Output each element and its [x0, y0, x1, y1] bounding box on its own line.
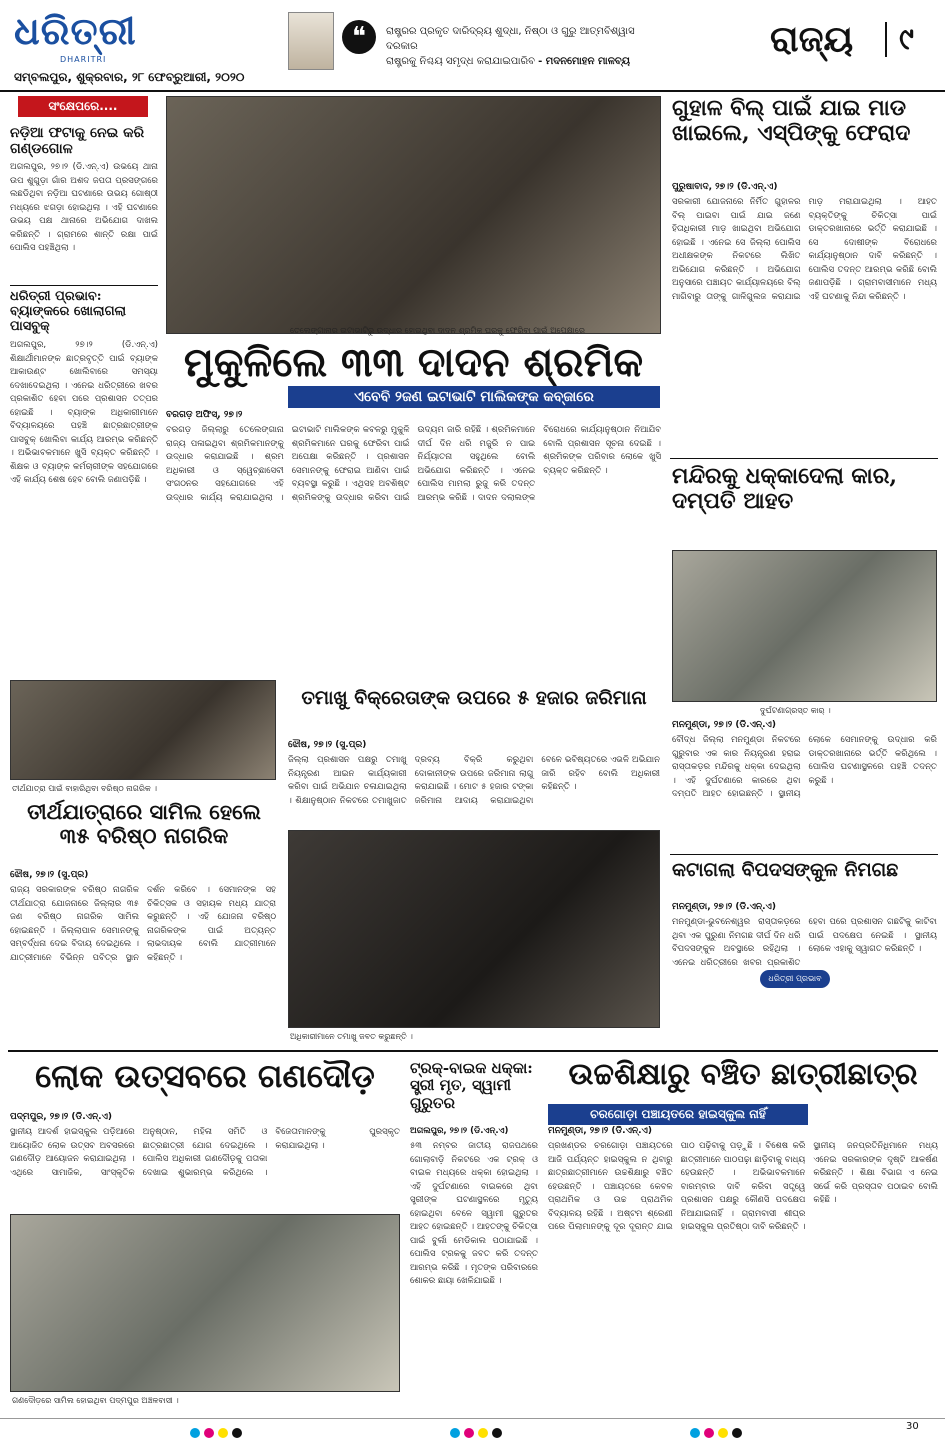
yellow-dot	[218, 1428, 228, 1438]
pilgrim-dateline: ଝୌଷ, ୨୭।୨ (ସୁ.ପ୍ର)	[10, 870, 89, 880]
run-headline: ଲୋକ ଉତ୍ସବରେ ଗଣଦୌଡ଼	[35, 1057, 375, 1095]
pilgrim-body: ରାଜ୍ୟ ସରକାରଙ୍କ ବରିଷ୍ଠ ନାଗରିକ ତୀର୍ଥଯାତ୍ରା ଯୋଜନାରେ ଜିଲ୍ଲାର ୩୫ ଜଣ ବରିଷ୍ଠ ନାଗରିକ ସାମିଲ ହୋଇଛନ୍ତି । ଜିଲ୍ଲାପାଳ ସେମାନଙ୍କୁ ସମ୍ବର୍ଦ୍ଧନା ଦେଇ ବିଦାୟ ଦେଇଥିଲେ । ଯାତ୍ରୀମାନେ ବିଭିନ୍ନ ପବିତ୍ର ସ୍ଥାନ ଦର୍ଶନ କରିବେ । ସେମାନଙ୍କ ସହ ଚିକିତ୍ସକ ଓ ସହାୟକ ମଧ୍ୟ ଯାତ୍ରା କରୁଛନ୍ତି । ଏହି ଯୋଜନା ବରିଷ୍ଠ ନାଗରିକଙ୍କ ପାଇଁ ଅତ୍ୟନ୍ତ ଲାଭଦାୟକ ବୋଲି ଯାତ୍ରୀମାନେ କହିଛନ୍ତି ।	[10, 885, 276, 963]
run-photo-caption: ଗଣଦୌଡ଼ରେ ସାମିଲ ହୋଇଥିବା ପଦ୍ମପୁର ଅଞ୍ଚଳବାସୀ ।	[12, 1396, 179, 1405]
lead-body: ବରଗଡ଼ ଜିଲ୍ଲାରୁ ତେଲେଙ୍ଗାନା ରାଜ୍ୟ ପଳାଇଥିବା ଶ୍ରମିକମାନଙ୍କୁ ଉଦ୍ଧାର କରାଯାଇଛି । ଶ୍ରମ ଅଧିକାରୀ ଓ ସ୍ୱେଚ୍ଛାସେବୀ ସଂଗଠନର ସହଯୋଗରେ ଏହି ଉଦ୍ଧାର କାର୍ଯ୍ୟ କରାଯାଇଥିଲା । ଇଟାଭାଟି ମାଲିକଙ୍କ କବଳରୁ ମୁକୁଳି ଶ୍ରମିକମାନେ ଘରକୁ ଫେରିବା ପାଇଁ ଅପେକ୍ଷା କରିଛନ୍ତି । ପ୍ରଶାସନ ସେମାନଙ୍କୁ ଫେରାଇ ଆଣିବା ପାଇଁ ବ୍ୟବସ୍ଥା କରୁଛି । ଏଥିସହ ଅବଶିଷ୍ଟ ଶ୍ରମିକଙ୍କୁ ଉଦ୍ଧାର କରିବା ପାଇଁ ଉଦ୍ୟମ ଜାରି ରହିଛି । ଶ୍ରମିକମାନେ ଦୀର୍ଘ ଦିନ ଧରି ମଜୁରି ନ ପାଇ ନିର୍ଯ୍ୟାତନା ସହୁଥିଲେ ବୋଲି ଅଭିଯୋଗ କରିଛନ୍ତି । ଏନେଇ ପୋଲିସ ମାମଲା ରୁଜୁ କରି ତଦନ୍ତ ଆରମ୍ଭ କରିଛି । ଦାଦନ ଦଲାଲଙ୍କ ବିରୋଧରେ କାର୍ଯ୍ୟାନୁଷ୍ଠାନ ନିଆଯିବ ବୋଲି ପ୍ରଶାସନ ସୂଚନା ଦେଇଛି । ଶ୍ରମିକଙ୍କ ପରିବାର ଲୋକେ ଖୁସି ବ୍ୟକ୍ତ କରିଛନ୍ତି ।	[166, 425, 661, 503]
edu-dateline: ମନମୁଣ୍ଡା, ୨୭।୨ (ଡି.ଏନ୍.ଏ)	[548, 1126, 652, 1136]
temple-story-body: ବୌଦ୍ଧ ଜିଲ୍ଲା ମନମୁଣ୍ଡା ନିକଟରେ ଗୁରୁବାର ଏକ କାର ନିୟନ୍ତ୍ରଣ ହରାଇ ରାସ୍ତାକଡ଼ର ମନ୍ଦିରକୁ ଧକ୍କା ଦେଇଥିଲା । ଏହି ଦୁର୍ଘଟଣାରେ କାରରେ ଥିବା ଦମ୍ପତି ଆହତ ହୋଇଛନ୍ତି । ସ୍ଥାନୀୟ ଲୋକେ ସେମାନଙ୍କୁ ଉଦ୍ଧାର କରି ଡାକ୍ତରଖାନାରେ ଭର୍ତ୍ତି କରିଥିଲେ । ପୋଲିସ ଘଟଣାସ୍ଥଳରେ ପହଞ୍ଚି ତଦନ୍ତ କରୁଛି ।	[672, 735, 937, 799]
brief-headline-2: ଧରିତ୍ରୀ ପ୍ରଭାବ: ବ୍ୟାଙ୍କରେ ଖୋଲାଗଲା ପାସବୁକ୍	[10, 289, 127, 335]
newspaper-logo: ଧରିତ୍ରୀ	[14, 8, 137, 53]
edition-dateline: ସମ୍ବଲପୁର, ଶୁକ୍ରବାର, ୨୮ ଫେବ୍ରୁଆରୀ, ୨୦୨୦	[14, 70, 245, 84]
sp-story-dateline: ପୁରୁଷାବାଦ, ୨୭।୨ (ଡି.ଏନ୍.ଏ)	[672, 182, 778, 192]
run-dateline: ପଦ୍ମପୁର, ୨୭।୨ (ଡି.ଏନ୍.ଏ)	[10, 1112, 113, 1122]
section-title: ରାଜ୍ୟ	[770, 18, 854, 60]
tobacco-body: ଜିଲ୍ଲା ପ୍ରଶାସନ ପକ୍ଷରୁ ତମାଖୁ ନିୟନ୍ତ୍ରଣ ଆଇନ କାର୍ଯ୍ୟକାରୀ କରିବା ପାଇଁ ଅଭିଯାନ ଚଳାଯାଇଥିଲା । ଶିକ୍ଷାନୁଷ୍ଠାନ ନିକଟରେ ତମାଖୁଜାତ ଦ୍ରବ୍ୟ ବିକ୍ରି କରୁଥିବା ଦୋକାନୀଙ୍କ ଉପରେ ଜରିମାନା ଲାଗୁ କରାଯାଇଛି । ମୋଟ ୫ ହଜାର ଟଙ୍କା ଜରିମାନା ଆଦାୟ କରାଯାଇଥିବା ବେଳେ ଭବିଷ୍ୟତରେ ଏଭଳି ଅଭିଯାନ ଜାରି ରହିବ ବୋଲି ଅଧିକାରୀ କହିଛନ୍ତି ।	[288, 755, 660, 806]
masthead-quote: ରାଷ୍ଟ୍ରର ପ୍ରକୃତ ଦାରିଦ୍ର୍ୟ ଶୁଦ୍ଧା, ନିଷ୍ଠା ଓ ଗୁରୁ ଆତ୍ମବିଶ୍ୱାସ ଦରକାର ରାଷ୍ଟ୍ରକୁ ନିଶ୍ଚୟ ସମୃଦ୍ଧ କରାଯାଇପାରିବ - ମଦନମୋହନ ମାଳବ୍ୟ	[386, 26, 635, 67]
tobacco-headline: ତମାଖୁ ବିକ୍ରେତାଙ୍କ ଉପରେ ୫ ହଜାର ଜରିମାନା	[301, 687, 647, 709]
truck-dateline: ଅଗଲପୁର, ୨୭।୨ (ଡି.ଏନ୍.ଏ)	[410, 1126, 509, 1136]
tobacco-photo-caption: ଅଧିକାରୀମାନେ ତମାଖୁ ଜବତ କରୁଛନ୍ତି ।	[290, 1032, 413, 1041]
tree-body: ମନମୁଣ୍ଡା-ଭୁବନେଶ୍ୱର ରାସ୍ତାକଡ଼ରେ ଥିବା ଏକ ପୁରୁଣା ନିମଗଛ ଦୀର୍ଘ ଦିନ ଧରି ବିପଦସଙ୍କୁଳ ଅବସ୍ଥାରେ ରହିଥିଲା । ଏନେଇ ଧରିତ୍ରୀରେ ଖବର ପ୍ରକାଶିତ ହେବା ପରେ ପ୍ରଶାସନ ଗଛଟିକୁ କାଟିବା ପାଇଁ ପଦକ୍ଷେପ ନେଇଛି । ସ୍ଥାନୀୟ ଲୋକେ ଏହାକୁ ସ୍ୱାଗତ କରିଛନ୍ତି ।	[672, 917, 937, 968]
edu-headline: ଉଚ୍ଚଶିକ୍ଷାରୁ ବଞ୍ଚିତ ଛାତ୍ରୀଛାତ୍ର	[568, 1057, 918, 1092]
lead-dateline: ବରଗଡ଼ ଅଫିସ୍, ୨୭।୨	[166, 410, 243, 420]
tree-dateline: ମନମୁଣ୍ଡା, ୨୭।୨ (ଡି.ଏନ୍.ଏ)	[672, 902, 776, 912]
page-footer	[0, 1418, 945, 1438]
temple-story-headline: ମନ୍ଦିରକୁ ଧକ୍କାଦେଲା କାର, ଦମ୍ପତି ଆହତ	[672, 463, 898, 515]
temple-photo-caption: ଦୁର୍ଘଟଣାଗ୍ରସ୍ତ କାର୍ ।	[760, 706, 831, 715]
registration-dots	[190, 1423, 246, 1438]
tree-headline: କଟାଗଲା ବିପଦସଙ୍କୁଳ ନିମଗଛ	[672, 859, 899, 881]
temple-photo	[672, 550, 937, 702]
magenta-dot	[204, 1428, 214, 1438]
brief-label: ସଂକ୍ଷେପରେ....	[18, 96, 148, 117]
lead-photo	[166, 96, 661, 334]
brief-column	[10, 96, 158, 656]
truck-body: ୫୩ ନମ୍ବର ଜାତୀୟ ରାଜପଥରେ ଗୋଲାବାଡ଼ି ନିକଟରେ ଏକ ଟ୍ରକ୍ ଓ ବାଇକ ମଧ୍ୟରେ ଧକ୍କା ହୋଇଥିଲା । ଏହି ଦୁର୍ଘଟଣାରେ ବାଇକରେ ଥିବା ସ୍ତ୍ରୀଙ୍କ ଘଟଣାସ୍ଥଳରେ ମୃତ୍ୟୁ ହୋଇଥିବା ବେଳେ ସ୍ୱାମୀ ଗୁରୁତର ଆହତ ହୋଇଛନ୍ତି । ଆହତଙ୍କୁ ଚିକିତ୍ସା ପାଇଁ ବୁର୍ଲା ମେଡିକାଲ ପଠାଯାଇଛି । ପୋଲିସ ଟ୍ରକକୁ ଜବତ କରି ତଦନ୍ତ ଆରମ୍ଭ କରିଛି । ମୃତଙ୍କ ପରିବାରରେ ଶୋକର ଛାୟା ଖେଳିଯାଇଛି ।	[410, 1141, 538, 1286]
edu-body: ପ୍ରଖଣ୍ଡର ଚରଗୋଡ଼ା ପଞ୍ଚାୟତରେ ଆଜି ପର୍ଯ୍ୟନ୍ତ ହାଇସ୍କୁଲ ନ ଥିବାରୁ ଛାତ୍ରଛାତ୍ରୀମାନେ ଉଚ୍ଚଶିକ୍ଷାରୁ ବଞ୍ଚିତ ହେଉଛନ୍ତି । ପଞ୍ଚାୟତରେ କେବଳ ପ୍ରାଥମିକ ଓ ଉଚ୍ଚ ପ୍ରାଥମିକ ବିଦ୍ୟାଳୟ ରହିଛି । ଅଷ୍ଟମ ଶ୍ରେଣୀ ପରେ ପିଲାମାନଙ୍କୁ ଦୂର ଦୂରାନ୍ତ ଯାଇ ପାଠ ପଢ଼ିବାକୁ ପଡ଼ୁଛି । ବିଶେଷ କରି ଛାତ୍ରୀମାନେ ପାଠପଢ଼ା ଛାଡ଼ିବାକୁ ବାଧ୍ୟ ହେଉଛନ୍ତି । ଅଭିଭାବକମାନେ ବାରମ୍ବାର ଦାବି କରିବା ସତ୍ତ୍ୱେ ପ୍ରଶାସନ ପକ୍ଷରୁ କୌଣସି ପଦକ୍ଷେପ ନିଆଯାଇନାହିଁ । ଗ୍ରାମବାସୀ ଶୀଘ୍ର ହାଇସ୍କୁଲ ପ୍ରତିଷ୍ଠା ଦାବି କରିଛନ୍ତି । ସ୍ଥାନୀୟ ଜନପ୍ରତିନିଧିମାନେ ମଧ୍ୟ ଏନେଇ ସରକାରଙ୍କ ଦୃଷ୍ଟି ଆକର୍ଷଣ କରିଛନ୍ତି । ଶିକ୍ଷା ବିଭାଗ ଏ ନେଇ ସର୍ଭେ କରି ପ୍ରସ୍ତାବ ପଠାଇବ ବୋଲି କହିଛି ।	[548, 1141, 938, 1232]
run-body: ସ୍ଥାନୀୟ ଆଦର୍ଶ ହାଇସ୍କୁଲ ପଡ଼ିଆରେ ଆୟୋଜିତ ଲୋକ ଉତ୍ସବ ଅବସରରେ ଗଣଦୌଡ଼ ଆୟୋଜନ କରାଯାଇଥିଲା । ଏଥିରେ ସାମାଜିକ, ସାଂସ୍କୃତିକ ଅନୁଷ୍ଠାନ, ମହିଳା ସମିତି ଓ ଛାତ୍ରଛାତ୍ରୀ ଯୋଗ ଦେଇଥିଲେ । ପୋଲିସ ଅଧିକାରୀ ଗଣଦୌଡ଼କୁ ପତାକା ଦେଖାଇ ଶୁଭାରମ୍ଭ କରିଥିଲେ । ବିଜେତାମାନଙ୍କୁ ପୁରସ୍କୃତ କରାଯାଇଥିଲା ।	[10, 1127, 400, 1178]
cyan-dot	[190, 1428, 200, 1438]
pilgrim-headline: ତୀର୍ଥଯାତ୍ରାରେ ସାମିଲ ହେଲେ ୩୫ ବରିଷ୍ଠ ନାଗରିକ	[27, 799, 261, 849]
run-photo	[10, 1214, 400, 1392]
temple-story-dateline: ମନମୁଣ୍ଡା, ୨୭।୨ (ଡି.ଏନ୍.ଏ)	[672, 720, 776, 730]
edu-subhead: ଚରଗୋଡ଼ା ପଞ୍ଚାୟତରେ ହାଇସ୍କୁଲ ନାହିଁ	[548, 1104, 808, 1125]
quote-icon: ❝	[342, 20, 376, 54]
tobacco-dateline: ଝୌଷ, ୨୭।୨ (ସୁ.ପ୍ର)	[288, 740, 367, 750]
black-dot	[232, 1428, 242, 1438]
page-number: ୯	[885, 22, 914, 57]
registration-dots-right	[690, 1423, 746, 1438]
brief-body-1: ଅଗଲପୁର, ୨୭।୨ (ଡି.ଏନ୍.ଏ) ଉଭୟେ ଥାନା ଉପ ଶୁଗୁଡ଼ା ଗାଁର ଅଶଦ ଜପତା ପ୍ରସଙ୍ଗରେ ଲଛଡିଥିବା ନଡ଼ିଆ ଘଟଣାରେ ଉଭୟ ଗୋଷ୍ଠୀ ମଧ୍ୟରେ ଝଗଡ଼ା ହୋଇଥିଲା । ଏହି ଘଟଣାରେ ଉଭୟ ପକ୍ଷ ଥାନାରେ ଅଭିଯୋଗ ଦାଖଲ କରିଛନ୍ତି । ଗ୍ରାମରେ ଶାନ୍ତି ରକ୍ଷା ପାଇଁ ପୋଲିସ ପହଞ୍ଚିଥିଲା ।	[10, 162, 158, 254]
sp-story-body: ସରକାରୀ ଯୋଜନାରେ ନିର୍ମିତ ଗୁହାଳର ବିଲ୍ ପାଇବା ପାଇଁ ଯାଇ ଜଣେ ହିତାଧିକାରୀ ମାଡ଼ ଖାଇଥିବା ଅଭିଯୋଗ ହୋଇଛି । ଏନେଇ ସେ ଜିଲ୍ଲା ପୋଲିସ ଅଧୀକ୍ଷକଙ୍କ ନିକଟରେ ଲିଖିତ ଅଭିଯୋଗ କରିଛନ୍ତି । ଅଭିଯୋଗ ଅନୁସାରେ ପଞ୍ଚାୟତ କାର୍ଯ୍ୟାଳୟରେ ବିଲ୍ ମାଗିବାରୁ ତାଙ୍କୁ ଗାଳିଗୁଲଜ କରାଯାଇ ମାଡ଼ ମରାଯାଇଥିଲା । ଆହତ ବ୍ୟକ୍ତିଙ୍କୁ ଚିକିତ୍ସା ପାଇଁ ଡାକ୍ତରଖାନାରେ ଭର୍ତ୍ତି କରାଯାଇଛି । ସେ ଦୋଷୀଙ୍କ ବିରୋଧରେ କାର୍ଯ୍ୟାନୁଷ୍ଠାନ ଦାବି କରିଛନ୍ତି । ପୋଲିସ ତଦନ୍ତ ଆରମ୍ଭ କରିଛି ବୋଲି ଜଣାପଡ଼ିଛି । ଗ୍ରାମବାସୀମାନେ ମଧ୍ୟ ଏହି ଘଟଣାକୁ ନିନ୍ଦା କରିଛନ୍ତି ।	[672, 197, 937, 302]
lead-photo-caption: ତେଲେଙ୍ଗାନାର ଇଟାଭାଟିରୁ ଉଦ୍ଧାର ହୋଇଥିବା ଦାଦନ ଶ୍ରମିକ ଘରକୁ ଫେରିବା ପାଇଁ ଅପେକ୍ଷାରେ	[290, 326, 585, 335]
tree-impact-tag: ଧରିତ୍ରୀ ପ୍ରଭାବ	[760, 970, 830, 988]
brief-headline-1: ନଡ଼ିଆ ଫଟାକୁ ନେଇ କରି ଗଣ୍ଡଗୋଳ	[10, 125, 145, 158]
tobacco-photo	[288, 830, 660, 1028]
sp-story-headline: ଗୁହାଳ ବିଲ୍ ପାଇଁ ଯାଇ ମାଡ ଖାଇଲେ, ଏସ୍‌ପିଙ୍କୁ ଫେରାଦ	[672, 95, 911, 147]
pilgrim-photo	[10, 680, 276, 780]
registration-dots-center	[450, 1423, 506, 1438]
lead-headline: ମୁକୁଳିଲେ ୩୩ ଦାଦନ ଶ୍ରମିକ	[183, 339, 644, 386]
brief-body-2: ଅଗଲପୁର, ୨୭।୨ (ଡି.ଏନ୍.ଏ) ଶିକ୍ଷାର୍ଥୀମାନଙ୍କ ଛାତ୍ରବୃତ୍ତି ପାଇଁ ବ୍ୟାଙ୍କ ଆକାଉଣ୍ଟ ଖୋଲିବାରେ ସମସ୍ୟା ଦେଖାଦେଇଥିଲା । ଏନେଇ ଧରିତ୍ରୀରେ ଖବର ପ୍ରକାଶିତ ହେବା ପରେ ପ୍ରଶାସନ ତତ୍ପର ହୋଇଛି । ବ୍ୟାଙ୍କ ଅଧିକାରୀମାନେ ବିଦ୍ୟାଳୟରେ ପହଞ୍ଚି ଛାତ୍ରଛାତ୍ରୀଙ୍କ ପାସବୁକ୍ ଖୋଲିବା କାର୍ଯ୍ୟ ଆରମ୍ଭ କରିଛନ୍ତି । ଅଭିଭାବକମାନେ ଖୁସି ବ୍ୟକ୍ତ କରିଛନ୍ତି । ଶିକ୍ଷକ ଓ ବ୍ୟାଙ୍କ କର୍ମଚାରୀଙ୍କ ସହଯୋଗରେ ଏହି କାର୍ଯ୍ୟ ଶେଷ ହେବ ବୋଲି ଜଣାପଡ଼ିଛି ।	[10, 340, 158, 485]
truck-headline: ଟ୍ରକ୍-ବାଇକ ଧକ୍କା: ସ୍ତ୍ରୀ ମୃତ, ସ୍ୱାମୀ ଗୁରୁତର	[410, 1059, 533, 1112]
portrait-image	[288, 12, 334, 70]
footer-page-number: 30	[906, 1421, 919, 1432]
masthead	[0, 0, 945, 92]
pilgrim-photo-caption: ତୀର୍ଥଯାତ୍ରା ପାଇଁ ବାହାରିଥିବା ବରିଷ୍ଠ ନାଗରିକ ।	[12, 784, 157, 793]
lead-subhead: ଏବେବି ୨ଜଣ ଇଟାଭାଟି ମାଲିକଙ୍କ କବ୍‌ଜାରେ	[288, 386, 660, 408]
newspaper-logo-subtitle: DHARITRI	[60, 55, 107, 64]
